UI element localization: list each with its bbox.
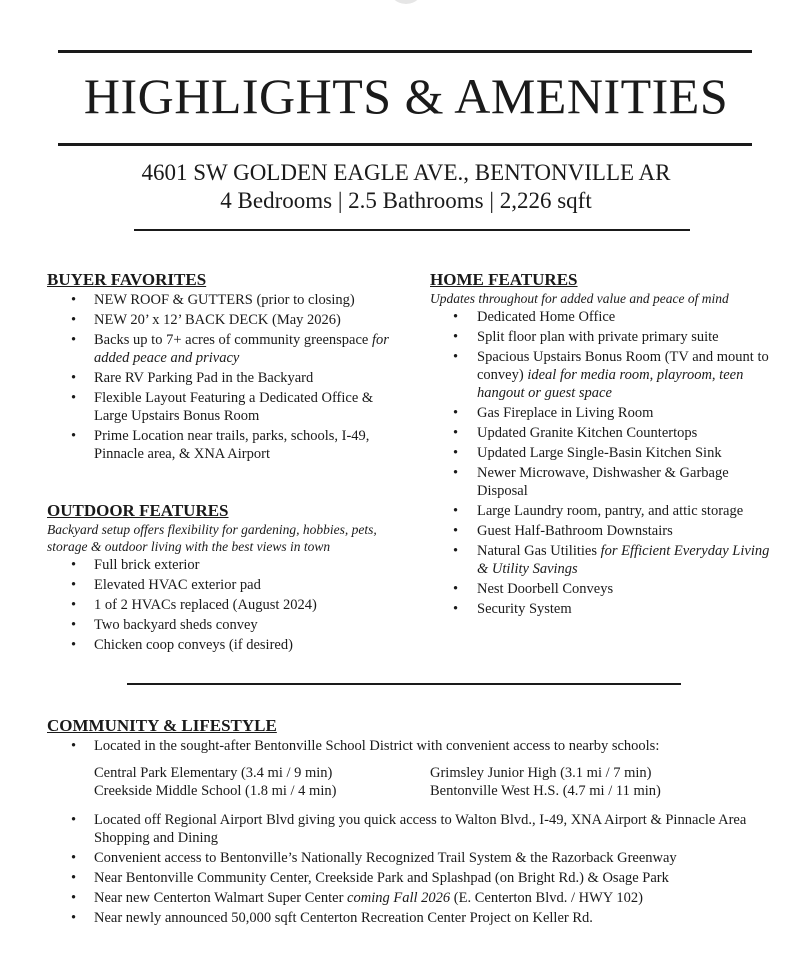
list-item-main-text: Guest Half-Bathroom Downstairs [477,523,673,539]
school-name: Creekside Middle School (1.8 mi / 4 min) [94,783,337,799]
bullet-icon: • [453,329,459,345]
list-item-main-text: Near new Centerton Walmart Super Center [94,890,348,906]
top-rule [58,50,752,53]
list-item [430,424,775,442]
buyer-favorites-heading: BUYER FAVORITES [47,270,207,289]
community-intro: Located in the sought-after Bentonville School District with convenient access to nearby schools: [94,738,660,754]
list-item-italic-text: ideal for media room, playroom, teen hangout or guest space [477,367,744,401]
list-item-main-text: Convenient access to Bentonville’s Nationally Recognized Trail System & the Razorback Greenway [94,850,677,866]
list-item [47,869,787,887]
list-item [430,502,775,520]
bullet-icon: • [71,577,77,593]
outdoor-features-heading: OUTDOOR FEATURES [47,501,229,520]
schools-row [94,782,734,800]
property-address: 4601 SW GOLDEN EAGLE AVE., BENTONVILLE AR [141,160,671,185]
list-item-text [94,889,787,907]
list-item [47,389,392,425]
community-heading: COMMUNITY & LIFESTYLE [47,716,277,735]
list-item-text [477,348,775,402]
bullet-icon: • [71,597,77,613]
list-item [430,522,775,540]
list-item [430,542,775,578]
list-item-main-text: Elevated HVAC exterior pad [94,577,261,593]
list-item-text [94,311,392,329]
list-item-main-text: Gas Fireplace in Living Room [477,405,654,421]
list-item-main-text: Flexible Layout Featuring a Dedicated Office & Large Upstairs Bonus Room [94,390,374,424]
bullet-icon: • [453,405,459,421]
bullet-icon: • [453,523,459,539]
bullet-icon: • [71,332,77,348]
home-features-list [430,308,775,618]
list-item-main-text: Security System [477,601,572,617]
list-item-main-text: 1 of 2 HVACs replaced (August 2024) [94,597,317,613]
list-item-text [94,849,787,867]
list-item [430,348,775,402]
list-item-text [477,444,775,462]
bullet-icon: • [71,910,77,926]
list-item [47,849,787,867]
list-item-italic-text: for Efficient Everyday Living & Utility Savings [477,543,770,577]
bullet-icon: • [453,503,459,519]
community-divider [127,683,681,685]
bullet-icon: • [71,738,77,754]
list-item-text [94,636,392,654]
list-item-main-text: Full brick exterior [94,557,200,573]
list-item-text [94,556,392,574]
list-item-text [477,328,775,346]
list-item-main-text: Near newly announced 50,000 sqft Centerton Recreation Center Project on Keller Rd. [94,910,593,926]
list-item-main-text: Located off Regional Airport Blvd giving you quick access to Walton Blvd., I-49, XNA Airport & Pinnacle Area Shopping and Dining [94,812,747,846]
buyer-favorites-list [47,291,392,463]
community-items-section [47,811,787,929]
list-item-main-text: Backs up to 7+ acres of community greenspace [94,332,372,348]
bullet-icon: • [71,812,77,828]
list-item-text [94,331,392,367]
list-item [430,404,775,422]
list-item [47,427,392,463]
list-item-text [477,424,775,442]
list-item-main-text: Updated Granite Kitchen Countertops [477,425,698,441]
school-name: Bentonville West H.S. (4.7 mi / 11 min) [430,783,661,799]
list-item-trailing-text: (E. Centerton Blvd. / HWY 102) [450,890,643,906]
list-item [430,580,775,598]
bullet-icon: • [71,557,77,573]
list-item-text [94,811,787,847]
list-item-main-text: Natural Gas Utilities [477,543,601,559]
page-title: HIGHLIGHTS & AMENITIES [83,68,729,124]
list-item-text [477,404,775,422]
bullet-icon: • [71,617,77,633]
bullet-icon: • [71,390,77,406]
bullet-icon: • [453,349,459,365]
list-item-text [94,596,392,614]
list-item [47,369,392,387]
list-item-text [94,616,392,634]
list-item [430,444,775,462]
list-item-text [477,464,775,500]
schools-table [94,764,734,800]
list-item [47,616,392,634]
list-item-main-text: Nest Doorbell Conveys [477,581,614,597]
list-item [47,596,392,614]
list-item-main-text: Newer Microwave, Dishwasher & Garbage Disposal [477,465,729,499]
list-item [430,328,775,346]
outdoor-features-section [47,501,392,656]
list-item [47,311,392,329]
list-item-text [477,600,775,618]
list-item-main-text: Spacious Upstairs Bonus Room (TV and mount to convey) [477,349,769,383]
list-item-main-text: Near Bentonville Community Center, Creekside Park and Splashpad (on Bright Rd.) & Osage Park [94,870,669,886]
community-list [47,811,787,927]
list-item [430,464,775,500]
school-name: Central Park Elementary (3.4 mi / 9 min) [94,765,333,781]
header-divider [134,229,690,231]
bullet-icon: • [71,637,77,653]
title-bottom-rule [58,143,752,146]
list-item-main-text: Dedicated Home Office [477,309,616,325]
bullet-icon: • [71,312,77,328]
list-item-main-text: Two backyard sheds convey [94,617,258,633]
list-item-text [477,580,775,598]
bullet-icon: • [71,850,77,866]
list-item-main-text: Chicken coop conveys (if desired) [94,637,293,653]
list-item-text [477,308,775,326]
list-item-text [94,909,787,927]
home-features-section [430,270,775,620]
list-item [430,600,775,618]
list-item-main-text: Large Laundry room, pantry, and attic storage [477,503,744,519]
list-item [47,291,392,309]
list-item [47,636,392,654]
list-item [47,576,392,594]
list-item-main-text: NEW ROOF & GUTTERS (prior to closing) [94,292,355,308]
list-item-text [94,291,392,309]
list-item-main-text: Split floor plan with private primary suite [477,329,719,345]
list-item-main-text: NEW 20’ x 12’ BACK DECK (May 2026) [94,312,341,328]
bullet-icon: • [71,370,77,386]
top-decoration [388,0,424,4]
list-item [47,889,787,907]
list-item-text [94,576,392,594]
list-item-main-text: Updated Large Single-Basin Kitchen Sink [477,445,722,461]
list-item-italic-text: for added peace and privacy [94,332,389,366]
bullet-icon: • [453,309,459,325]
buyer-favorites-section [47,270,392,465]
list-item-text [94,369,392,387]
bullet-icon: • [71,292,77,308]
list-item-text [477,502,775,520]
bullet-icon: • [71,428,77,444]
home-features-heading: HOME FEATURES [430,270,578,289]
community-section [47,716,787,757]
list-item-main-text: Rare RV Parking Pad in the Backyard [94,370,314,386]
list-item [47,811,787,847]
bullet-icon: • [453,601,459,617]
list-item [47,909,787,927]
bullet-icon: • [453,445,459,461]
list-item-text [94,869,787,887]
list-item-text [94,427,392,463]
list-item-text [477,522,775,540]
bullet-icon: • [453,581,459,597]
list-item [47,331,392,367]
home-features-subheading: Updates throughout for added value and peace of mind [430,291,729,306]
list-item-text [477,542,775,578]
outdoor-features-list [47,556,392,654]
property-specs: 4 Bedrooms | 2.5 Bathrooms | 2,226 sqft [220,188,592,213]
list-item [430,308,775,326]
bullet-icon: • [453,425,459,441]
bullet-icon: • [453,543,459,559]
school-name: Grimsley Junior High (3.1 mi / 7 min) [430,765,652,781]
list-item [47,737,787,755]
bullet-icon: • [71,870,77,886]
outdoor-features-subheading: Backyard setup offers flexibility for gardening, hobbies, pets, storage & outdoor living with the best views in town [47,522,377,554]
bullet-icon: • [71,890,77,906]
list-item-main-text: Prime Location near trails, parks, schools, I-49, Pinnacle area, & XNA Airport [94,428,370,462]
list-item-text [94,389,392,425]
bullet-icon: • [453,465,459,481]
schools-row [94,764,734,782]
community-intro-list [47,737,787,755]
list-item [47,556,392,574]
list-item-italic-text: coming Fall 2026 [347,890,451,906]
